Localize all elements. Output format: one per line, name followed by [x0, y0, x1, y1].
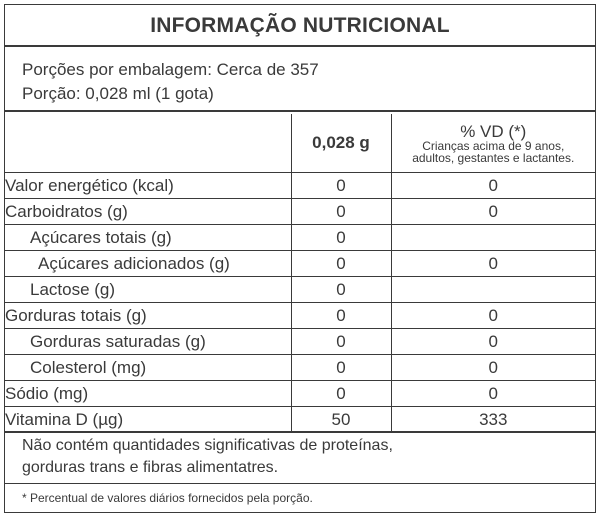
row-label: Carboidratos (g)	[5, 199, 291, 225]
table-row	[5, 277, 595, 303]
row-amount: 0	[291, 355, 391, 381]
row-amount: 0	[291, 303, 391, 329]
row-amount: 50	[291, 407, 391, 433]
row-amount: 0	[291, 251, 391, 277]
row-amount: 0	[291, 381, 391, 407]
row-label: Vitamina D (µg)	[5, 407, 291, 433]
row-amount: 0	[291, 225, 391, 251]
vd-note-line1: Crianças acima de 9 anos,	[422, 138, 565, 153]
nutrition-note	[5, 431, 595, 484]
row-label: Valor energético (kcal)	[5, 173, 291, 199]
nutrition-title: INFORMAÇÃO NUTRICIONAL	[5, 5, 595, 47]
row-vd: 333	[391, 407, 595, 433]
row-vd	[391, 277, 595, 303]
row-vd: 0	[391, 381, 595, 407]
table-row	[5, 355, 595, 381]
row-vd: 0	[391, 329, 595, 355]
row-vd: 0	[391, 303, 595, 329]
header-portion: 0,028 g	[291, 114, 391, 173]
table-row	[5, 407, 595, 433]
table-header-row	[5, 114, 595, 173]
row-label: Açúcares adicionados (g)	[5, 251, 291, 277]
vd-note-line2: adultos, gestantes e lactantes.	[412, 150, 575, 165]
table-row	[5, 381, 595, 407]
row-amount: 0	[291, 199, 391, 225]
row-label: Açúcares totais (g)	[5, 225, 291, 251]
row-amount: 0	[291, 277, 391, 303]
row-label: Gorduras saturadas (g)	[5, 329, 291, 355]
row-label: Colesterol (mg)	[5, 355, 291, 381]
nutrition-table	[5, 114, 595, 433]
note-line2: gorduras trans e fibras alimentatres.	[22, 459, 279, 476]
header-vd	[391, 114, 595, 173]
table-row	[5, 251, 595, 277]
nutrition-facts-panel	[4, 4, 596, 513]
row-vd: 0	[391, 251, 595, 277]
note-line1: Não contém quantidades significativas de proteínas,	[22, 437, 393, 454]
row-label: Gorduras totais (g)	[5, 303, 291, 329]
vd-footnote: * Percentual de valores diários fornecidos pela porção.	[22, 491, 313, 505]
table-row	[5, 303, 595, 329]
row-amount: 0	[291, 173, 391, 199]
header-empty-cell	[5, 114, 291, 173]
table-row	[5, 173, 595, 199]
serving-info	[5, 49, 595, 112]
table-row	[5, 225, 595, 251]
row-label: Sódio (mg)	[5, 381, 291, 407]
table-row	[5, 199, 595, 225]
row-vd: 0	[391, 355, 595, 381]
vd-title: % VD (*)	[460, 121, 527, 141]
table-row	[5, 329, 595, 355]
row-vd	[391, 225, 595, 251]
row-label: Lactose (g)	[5, 277, 291, 303]
portion-size: Porção: 0,028 ml (1 gota)	[22, 84, 214, 103]
row-amount: 0	[291, 329, 391, 355]
row-vd: 0	[391, 173, 595, 199]
row-vd: 0	[391, 199, 595, 225]
servings-per-package: Porções por embalagem: Cerca de 357	[22, 60, 319, 79]
